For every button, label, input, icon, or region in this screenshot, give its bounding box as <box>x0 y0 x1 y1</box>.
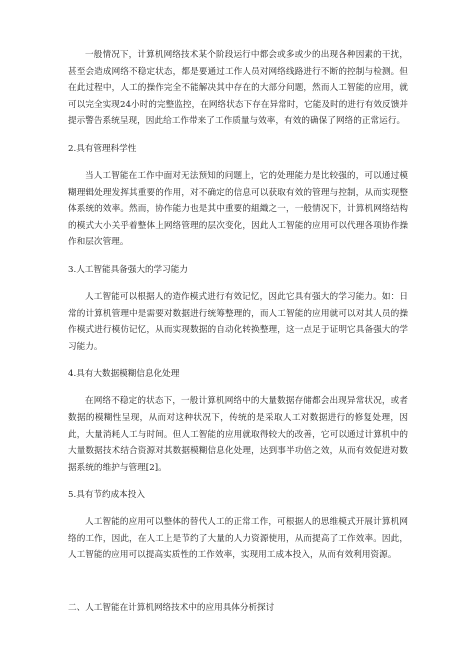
intro-paragraph: 一般情况下，计算机网络技术某个阶段运行中都会或多或少的出现各种因素的干扰，甚至会造成网络不稳定状态，都是要通过工作人员对网络线路进行不断的控制与检测。但在此过程中，人工的操作完全不能解决其中存在的大部分问题，然而人工智能的应用，就可以完全实现24小时的完整监控，在网络状态下存在异常时，它能及时的进行有效反馈并提示警告系统呈现，因此给工作带来了工作质量与效率，有效的确保了网络的正常运行。 <box>68 50 408 127</box>
section-body-bigdata: 在网络不稳定的状态下，一般计算机网络中的大量数据存储都会出现异常状况，或者数据的模糊性呈现，从而对这种状况下，传统的是采取人工对数据进行的修复处理，因此，大量消耗人工与时间。但人工智能的应用就取得较大的改善，它可以通过计算机中的大量数据技术结合资源对其数据模糊信息化处理，达到事半功倍之效，从而有效促进对数据系统的维护与管理[2]。 <box>68 396 408 473</box>
section-body-cost: 人工智能的应用可以整体的替代人工的正常工作，可根据人的思维模式开展计算机网络的工作，因此，在人工上是节约了大量的人力资源使用，从而提高了工作效率。因此，人工智能的应用可以提高实质性的工作效率，实现用工成本投入，从而有效利用资源。 <box>68 517 408 561</box>
spacer <box>68 355 408 368</box>
section-body-management: 当人工智能在工作中面对无法预知的问题上，它的处理能力是比较强的，可以通过模糊理辑处理发挥其重要的作用，对不确定的信息可以获取有效的管理与控制，从而实现整体系统的效率。然而，协作能力也是其中重要的組織之一，一般情况下，计算机网络结构的模式大小关乎着整体上网络管理的层次变化，因此人工智能的应用可以代理各项协作操作和层次管理。 <box>68 170 408 248</box>
spacer <box>68 476 408 489</box>
section-body-learning: 人工智能可以根据人的造作模式进行有效记忆，因此它具有强大的学习能力。如：日常的计算机管理中是需要对数据进行统筹整理的，而人工智能的应用就可以对其人员的操作模式进行模仿记忆，从而实现数据的自动化转换整理，这一点足于证明它具备强大的学习能力。 <box>68 291 408 352</box>
section-heading-cost: 5.具有节约成本投入 <box>68 490 145 501</box>
spacer <box>68 155 408 168</box>
section-heading-bigdata: 4.具有大数据模糊信息化处理 <box>68 369 180 380</box>
chapter-heading: 二、人工智能在计算机网络技术中的应用具体分析探讨 <box>68 603 275 613</box>
spacer <box>68 251 408 264</box>
spacer <box>68 380 408 393</box>
spacer <box>68 501 408 514</box>
spacer <box>68 276 408 289</box>
spacer <box>68 130 408 143</box>
section-heading-management: 2.具有管理科学性 <box>68 143 137 154</box>
section-heading-learning: 3.人工智能具备强大的学习能力 <box>68 264 188 275</box>
